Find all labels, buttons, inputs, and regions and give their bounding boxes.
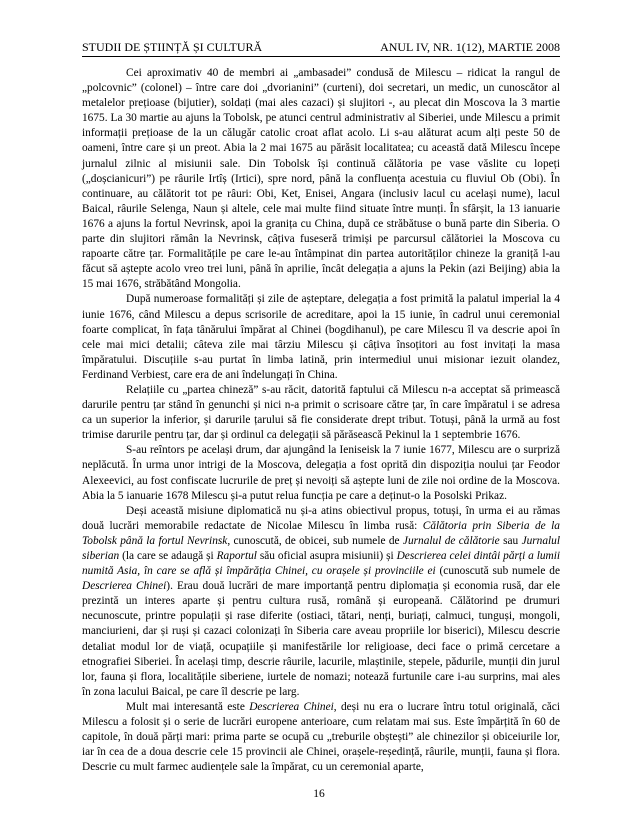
paragraph — [82, 504, 560, 700]
text-run: , cunoscută, de obicei, sub numele de — [227, 534, 403, 547]
italic-title: Jurnalul siberian — [82, 534, 561, 562]
paragraph: Cei aproximativ 40 de membri ai „ambasadei” condusă de Milescu – ridicat la rangul de „polcovnic” (colonel) – între care doi „dvorianini” (curteni), doi secretari, un medic, un cunoscător al metalelor prețioase (bijutier), soldați (mai ales cazaci) și slujitori -, au plecat din Moscova la 3 martie 1675. La 30 martie au ajuns la Tobolsk, pe atunci centrul administrativ al Siberiei, unde Milescu a primit informații prețioase de la un călugăr catolic croat aflat acolo. Li s-au alăturat acum alți peste 50 de oameni, între care și un preot. Abia la 2 mai 1675 au părăsit localitatea; cu această dată Milescu începe jurnalul zilnic al misiunii sale. Din Tobolsk își continuă călătoria pe vase văslite cu lopeți („doșcianicuri”) pe râurile Irtîș (Irtici), spre nord, până la confluența acestuia cu fluviul Ob (Obi). În continuare, au călătorit tot pe râuri: Obi, Ket, Enisei, Angara (inclusiv lacul cu același nume), lacul Baical, râurile Selenga, Naun și altele, cele mai multe fiind situate între munți. În sfârșit, la 13 ianuarie 1676 a ajuns la fortul Nevrinsk, apoi la granița cu China, după ce străbătuse o bună parte din Siberia. O parte din slujitori rămân la Nevrinsk, câțiva fuseseră trimiși pe parcursul călătoriei la Moscova cu rapoarte către țar. Formalitățile pe care le-au întâmpinat din partea autorităților chineze la graniță l-au făcut să aștepte acolo vreo trei luni, până în aprilie, încât delegația a ajuns la Pekin (azi Beijing) abia la 15 mai 1676, străbătând Mongolia. — [82, 67, 560, 291]
issue-info: ANUL IV, NR. 1(12), MARTIE 2008 — [380, 40, 560, 54]
italic-title: Descrierea celei dintâi părți a lumii numită Asia, în care se află și împărăția Chinei, cu orașele și provinciile ei — [82, 550, 561, 578]
journal-title: STUDII DE ȘTIINȚĂ ȘI CULTURĂ — [82, 40, 263, 54]
text-run: Mult mai interesantă este — [126, 700, 250, 713]
text-run: ). Erau două lucrări de mare importanță pentru diplomația și economia rusă, dar ele prezintă un interes aparte și pentru cultura rusă, română și europeană. Călătorind pe drumuri necunoscute, printre populații și rase diferite (ostiaci, tătari, nenți, buriați, calmuci, tunguși, mongoli, manciurieni, dar și ruși și cazaci colonizați în Siberia care aveau propriile lor biserici), Milescu descrie detaliat modul lor de viață, ocupațiile și manifestările lor religioase, deci face o primă cercetare a etnografiei Siberiei. În același timp, descrie râurile, lacurile, mlaștinile, stepele, pădurile, munții din jurul lor, fauna și flora, localitățile siberiene, iurtele de nomazi; notează furtunile care i-au surprins, mai ales în zona lacului Baical, pe care îl descrie pe larg. — [82, 580, 560, 698]
italic-title: Raportul — [216, 550, 257, 562]
running-header — [82, 38, 560, 57]
text-run: , deși nu era o lucrare întru totul originală, căci Milescu a folosit și o serie de lucrări europene anterioare, cum relatam mai sus. Este împărțită în 60 de capitole, în două părți mari: prima parte se ocupă cu „treburile obștești” ale chinezilor și obiceiurile lor, iar în cea de a doua descrie cele 15 provincii ale Chinei, orașele-reședință, râurile, munții, fauna și flora. Descrie cu mult farmec audiențele sale la împărat, cu un ceremonial aparte, — [82, 700, 560, 774]
text-run: său oficial asupra misiunii) și — [256, 550, 397, 562]
article-body — [82, 66, 560, 775]
page-number: 16 — [313, 788, 325, 800]
paragraph: S-au reîntors pe același drum, dar ajungând la Ieniseisk la 7 iunie 1677, Milescu are o surpriză neplăcută. În urma unor intrigi de la Moscova, delegația a fost oprită din dispoziția noului țar Feodor Alexeevici, au fost confiscate lucrurile de preț și nevoiți să aștepte luni de zile noi ordine de la Moscova. Abia la 5 ianuarie 1678 Milescu și-a putut relua funcția pe care a deținut-o la Posolski Prikaz. — [82, 444, 560, 502]
text-run: Deși această misiune diplomatică nu și-a atins obiectivul propus, totuși, în urma ei au rămas două lucrări memorabile redactate de Nicolae Milescu în limba rusă: — [82, 504, 560, 532]
text-run: (cunoscută sub numele de — [435, 565, 560, 578]
italic-title: Descrierea Chinei — [82, 580, 167, 593]
paragraph — [82, 700, 560, 775]
italic-title: Descrierea Chinei — [249, 700, 334, 713]
paragraph: Relațiile cu „partea chineză” s-au răcit, datorită faptului că Milescu n-a acceptat să primească darurile pentru țar stând în genunchi și nici n-a primit o scrisoare către țar, în care împăratul i se adresa ca un superior la inferior, și darurile țarului să fie considerate drept tribut. Totuși, până la urmă au fost trimise darurile pentru țar, dar și ordinul ca delegații să părăsească Pekinul la 1 septembrie 1676. — [82, 383, 560, 442]
paragraph: După numeroase formalități și zile de așteptare, delegația a fost primită la palatul imperial la 4 iunie 1676, când Milescu a depus scrisorile de acreditare, apoi la 15 iunie, în cadrul unui ceremonial foarte complicat, în fața tânărului împărat al Chinei (bogdihanul), pe care Milescu îl va descrie apoi în cele mai mici detalii; câteva zile mai târziu Milescu și câțiva însoțitori au fost invitați la masa împăratului. Discuțiile s-au purtat în limba latină, prin intermediul unui misionar iezuit olandez, Ferdinand Verbiest, care era de ani îndelungați în China. — [82, 293, 560, 381]
text-run: sau — [499, 534, 522, 547]
italic-title: Jurnalul de călătorie — [402, 534, 500, 547]
text-run: (la care se adaugă și — [119, 550, 217, 562]
italic-title: Călătoria prin Siberia de la Tobolsk până la fortul Nevrinsk — [82, 519, 560, 547]
